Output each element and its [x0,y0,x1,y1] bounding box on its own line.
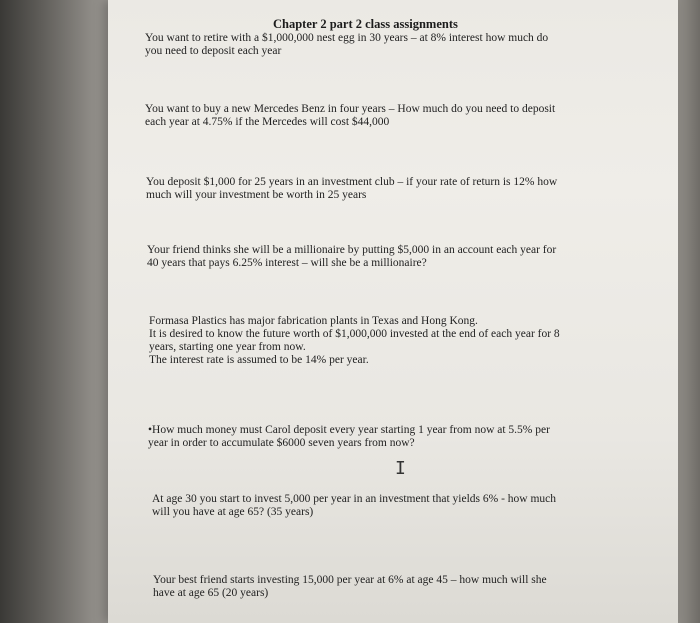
question-3-line-2: much will your investment be worth in 25 years [146,189,367,201]
question-6-line-1: •How much money must Carol deposit every year starting 1 year from now at 5.5% per [148,424,550,436]
question-2-line-2: each year at 4.75% if the Mercedes will cost $44,000 [145,116,390,128]
question-4 [147,244,556,270]
question-8-line-2: have at age 65 (20 years) [153,587,269,599]
question-1 [145,32,548,58]
question-6 [148,424,550,450]
question-5 [149,315,560,367]
question-7 [152,493,556,519]
paper-sheet [108,0,678,623]
question-5-line-4: The interest rate is assumed to be 14% per year. [149,354,369,366]
document-title: Chapter 2 part 2 class assignments [273,17,458,31]
text-cursor-icon: I [395,458,406,479]
question-6-line-2: year in order to accumulate $6000 seven years from now? [148,437,415,449]
question-4-line-1: Your friend thinks she will be a millionaire by putting $5,000 in an account each year for [147,244,557,256]
question-7-line-1: At age 30 you start to invest 5,000 per year in an investment that yields 6% - how much [152,493,557,505]
question-5-line-3: years, starting one year from now. [149,341,306,353]
question-8-line-1: Your best friend starts investing 15,000 per year at 6% at age 45 – how much will she [153,574,547,586]
question-7-line-2: will you have at age 65? (35 years) [152,506,314,518]
question-2 [145,103,555,129]
question-1-line-1: You want to retire with a $1,000,000 nest egg in 30 years – at 8% interest how much do [145,32,549,44]
question-2-line-1: You want to buy a new Mercedes Benz in four years – How much do you need to deposit [145,103,556,115]
question-5-line-2: It is desired to know the future worth of $1,000,000 invested at the end of each year for 8 [149,328,560,340]
question-3-line-1: You deposit $1,000 for 25 years in an investment club – if your rate of return is 12% how [146,176,558,188]
question-5-line-1: Formasa Plastics has major fabrication plants in Texas and Hong Kong. [149,315,478,327]
question-4-line-2: 40 years that pays 6.25% interest – will she be a millionaire? [147,257,427,269]
question-1-line-2: you need to deposit each year [145,45,282,57]
question-8 [153,574,547,600]
question-3 [146,176,557,202]
